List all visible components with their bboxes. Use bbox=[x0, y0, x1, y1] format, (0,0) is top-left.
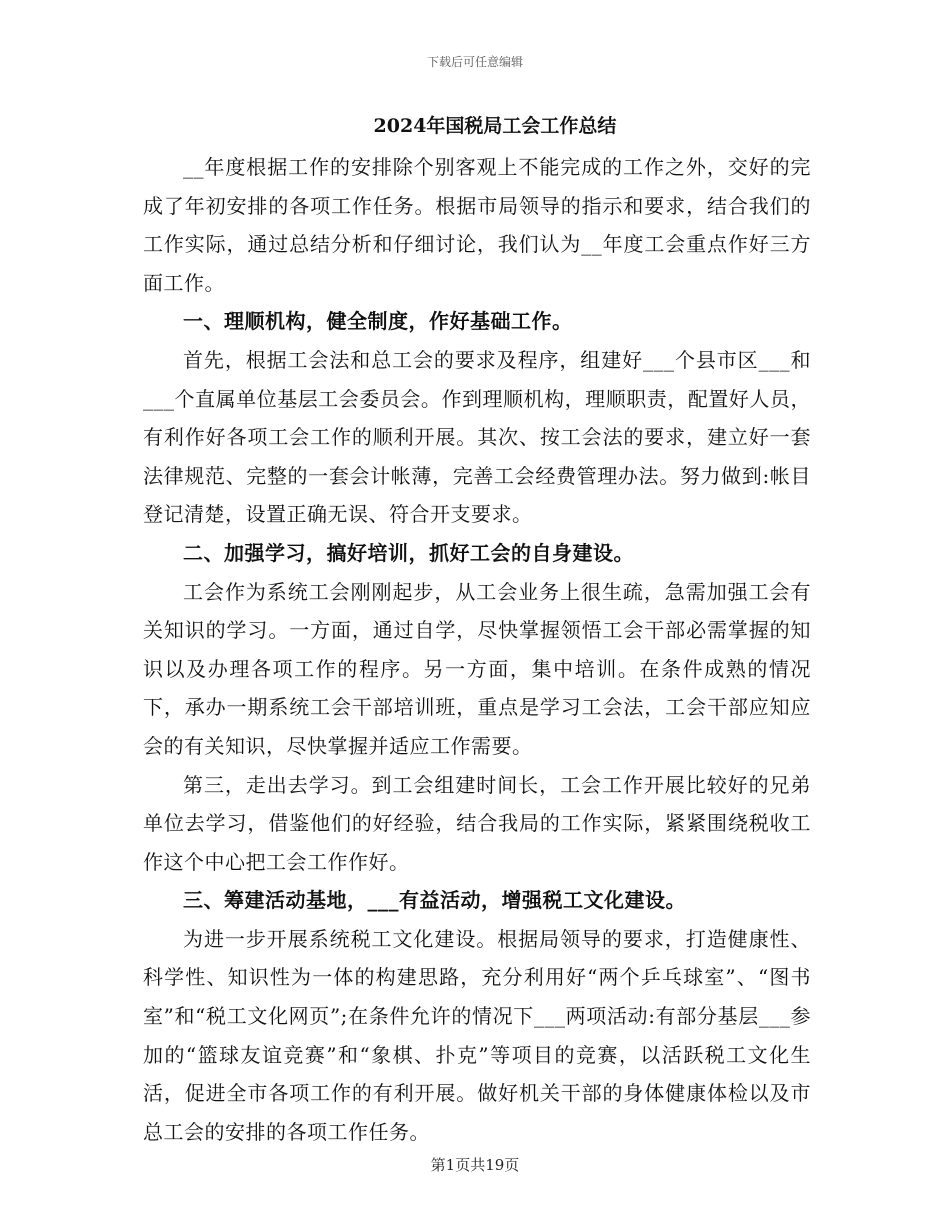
section-3-paragraph: 为进一步开展系统税工文化建设。根据局领导的要求，打造健康性、科学性、知识性为一体的构建思路，充分利用好“两个乒乓球室”、“图书室”和“税工文化网页”;在条件允许的情况下___两项活动:有部分基层___参加的“篮球友谊竞赛”和“象棋、扑克”等项目的竞赛，以活跃税工文化生活，促进全市各项工作的有利开展。做好机关干部的身体健康体检以及市总工会的安排的各项工作任务。 bbox=[143, 926, 811, 1144]
section-heading-3: 三、筹建活动基地，___有益活动，增强税工文化建设。 bbox=[183, 888, 686, 913]
section-1-paragraph: 首先，根据工会法和总工会的要求及程序，组建好___个县市区___和___个直属单位基层工会委员会。作到理顺机构，理顺职责，配置好人员，有利作好各项工会工作的顺利开展。其次、按工会法的要求，建立好一套法律规范、完整的一套会计帐薄，完善工会经费管理办法。努力做到:帐目登记清楚，设置正确无误、符合开支要求。 bbox=[143, 347, 811, 527]
document-title: 2024年国税局工会工作总结 bbox=[373, 115, 617, 137]
section-heading-2: 二、加强学习，搞好培训，抓好工会的自身建设。 bbox=[183, 540, 634, 565]
intro-paragraph: __年度根据工作的安排除个别客观上不能完成的工作之外，交好的完成了年初安排的各项工作任务。根据市局领导的指示和要求，结合我们的工作实际，通过总结分析和仔细讨论，我们认为__年度工会重点作好三方面工作。 bbox=[143, 155, 811, 295]
document-body bbox=[143, 148, 811, 1151]
page-number-footer: 第1页共19页 bbox=[430, 1156, 520, 1174]
header-note: 下载后可任意编辑 bbox=[426, 55, 523, 69]
section-2-paragraph: 工会作为系统工会刚刚起步，从工会业务上很生疏，急需加强工会有关知识的学习。一方面，通过自学，尽快掌握领悟工会干部必需掌握的知识以及办理各项工作的程序。另一方面，集中培训。在条件成熟的情况下，承办一期系统工会干部培训班，重点是学习工会法，工会干部应知应会的有关知识，尽快掌握并适应工作需要。 bbox=[143, 579, 811, 758]
section-2-paragraph-third: 第三，走出去学习。到工会组建时间长，工会工作开展比较好的兄弟单位去学习，借鉴他们的好经验，结合我局的工作实际，紧紧围绕税收工作这个中心把工会工作作好。 bbox=[143, 772, 811, 874]
section-heading-1: 一、理顺机构，健全制度，作好基础工作。 bbox=[183, 309, 573, 334]
